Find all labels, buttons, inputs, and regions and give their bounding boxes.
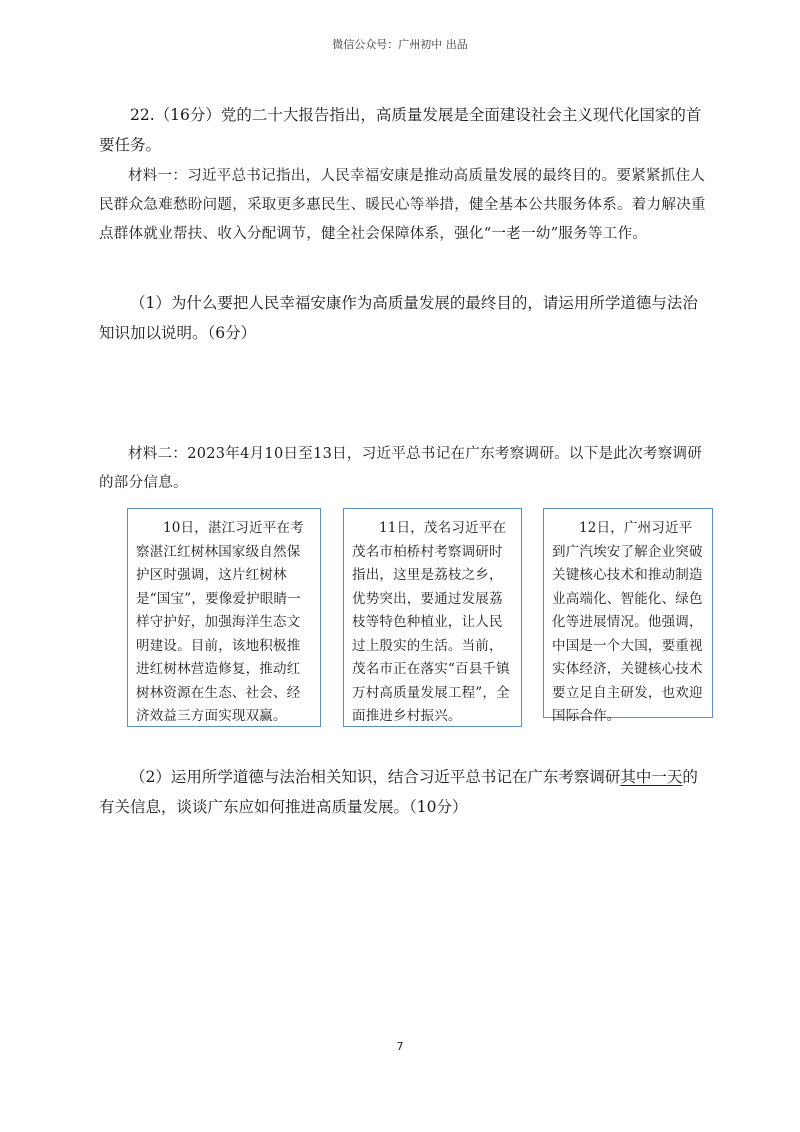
material-two: 材料二：2023年4月10日至13日，习近平总书记在广东考察调研。以下是此次考察调研的部分信息。	[99, 446, 703, 491]
sub-question-2-underlined: 其中一天	[620, 768, 683, 786]
sub-question-2-text-a: （2）运用所学道德与法治相关知识，结合习近平总书记在广东考察调研	[130, 768, 621, 786]
sub-question-2-text-b: 的有关信息，谈谈广东应如何推进高质量发展。（10分）	[99, 768, 698, 816]
info-box-day-11: 11日，茂名习近平在茂名市柏桥村考察调研时指出，这里是荔枝之乡，优势突出，要通过发展荔枝等特色种植业，让人民过上殷实的生活。当前，茂名市正在落实“百县千镇万村高质量发展工程”，全面推进乡村振兴。	[343, 508, 522, 727]
page-header: 微信公众号：广州初中 出品	[332, 38, 468, 51]
sub-question-1: （1）为什么要把人民幸福安康作为高质量发展的最终目的，请运用所学道德与法治知识加以说明。（6分）	[99, 294, 698, 342]
info-box-day-12: 12日，广州习近平到广汽埃安了解企业突破关键核心技术和推动制造业高端化、智能化、绿色化等进展情况。他强调，中国是一个大国，要重视实体经济，关键核心技术要立足自主研发，也欢迎国际合作。	[543, 508, 713, 718]
page-number: 7	[396, 1040, 404, 1053]
question-intro: 22.（16分）党的二十大报告指出，高质量发展是全面建设社会主义现代化国家的首要任务。	[99, 106, 702, 154]
info-box-day-10: 10日，湛江习近平在考察湛江红树林国家级自然保护区时强调，这片红树林是“国宝”，要像爱护眼睛一样守护好，加强海洋生态文明建设。目前，该地积极推进红树林营造修复，推动红树林资源在生态、社会、经济效益三方面实现双赢。	[127, 508, 321, 727]
sub-question-2	[99, 762, 709, 822]
material-one: 材料一：习近平总书记指出，人民幸福安康是推动高质量发展的最终目的。要紧紧抓住人民群众急难愁盼问题，采取更多惠民生、暖民心等举措，健全基本公共服务体系。着力解决重点群体就业帮扶、收入分配调节，健全社会保障体系，强化“一老一幼”服务等工作。	[99, 168, 706, 242]
